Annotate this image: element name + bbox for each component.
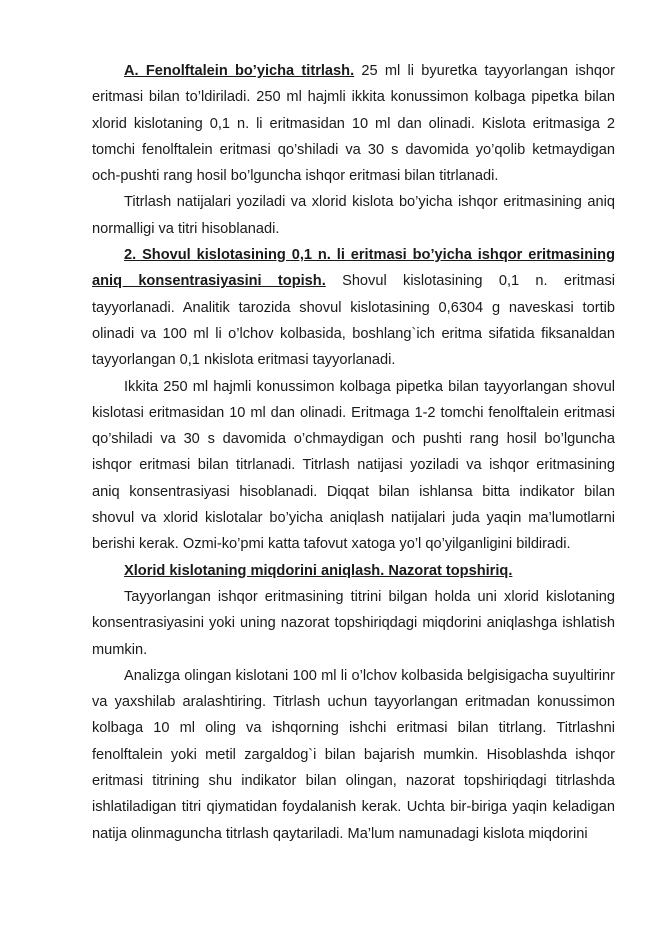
section-heading-2: 2. Shovul kislotasining 0,1 n. li eritmasi bo’yicha ishqor eritmasining aniq konsentrasiyasini topish. bbox=[92, 247, 615, 290]
paragraph-text: Shovul kislotasining 0,1 n. eritmasi tayyorlanadi. Analitik tarozida shovul kislotasining 0,6304 g naveskasi tortib olinadi va 100 ml li o’lchov kolbasida, boshlang`ich eritma sifatida fiksanaldan tayyorlangan 0,1 nkislota eritmasi tayyorlanadi. bbox=[92, 273, 616, 369]
paragraph-text: Analizga olingan kislotani 100 ml li o’lchov kolbasida belgisigacha suyultirinr va yaxshilab aralashtiring. Titrlash uchun tayyorlangan eritmadan konussimon kolbaga 10 ml oling va ishqorning ishchi eritmasi bilan titrlang. Titrlashni fenolftalein yoki metil zargaldog`i bilan bajarish mumkin. Hisoblashda ishqor eritmasi titrining shu indikator bilan olingan, nazorat topshiriqdagi titrlashda ishlatiladigan titri qiymatidan foydalanish kerak. Uchta bir-biriga yaqin keladigan natija olinmaguncha titrlash qaytariladi. Ma’lum namunadagi kislota miqdorini bbox=[92, 667, 615, 842]
paragraph-text: Titrlash natijalari yoziladi va xlorid kislota bo’yicha ishqor eritmasining aniq normalligi va titri hisoblanadi. bbox=[92, 194, 615, 237]
paragraph-text: Tayyorlangan ishqor eritmasining titrini bilgan holda uni xlorid kislotaning konsentrasiyasini yoki uning nazorat topshiriqdagi miqdorini aniqlashga ishlatish mumkin. bbox=[92, 588, 615, 658]
paragraph-analysis bbox=[92, 663, 615, 847]
section-heading-control: Xlorid kislotaning miqdorini aniqlash. Nazorat topshiriq. bbox=[124, 562, 513, 579]
paragraph-procedure bbox=[92, 374, 615, 558]
section-heading-a: A. Fenolftalein bo’yicha titrlash. bbox=[124, 63, 355, 79]
paragraph-fenolftalein bbox=[92, 58, 615, 189]
paragraph-shovul bbox=[92, 242, 615, 373]
paragraph-titre-usage bbox=[92, 584, 615, 663]
document-page bbox=[92, 58, 615, 847]
paragraph-text: 25 ml li byuretka tayyorlangan ishqor eritmasi bilan to’ldiriladi. 250 ml hajmli ikkita konussimon kolbaga pipetka bilan xlorid kislotaning 0,1 n. li eritmasidan 10 ml dan olinadi. Kislota eritmasiga 2 tomchi fenolftalein eritmasi qo’shiladi va 30 s davomida yo’qolib ketmaydigan och-pushti rang hosil bo’lguncha ishqor eritmasi bilan titrlanadi. bbox=[92, 63, 616, 185]
paragraph-text: Ikkita 250 ml hajmli konussimon kolbaga pipetka bilan tayyorlangan shovul kislotasi eritmasidan 10 ml dan olinadi. Eritmaga 1-2 tomchi fenolftalein eritmasi qo’shiladi va 30 s davomida o’chmaydigan och pushti rang hosil bo’lguncha ishqor eritmasi bilan titrlanadi. Titrlash natijasi yoziladi va ishqor eritmasining aniq konsentrasiyasi hisoblanadi. Diqqat bilan ishlansa bitta indikator bilan shovul va xlorid kislotalar bo’yicha aniqlash natijalari juda yaqin ma’lumotlarni berishi kerak. Ozmi-ko’pmi katta tafovut xatoga yo’l qo’yilganligini bildiradi. bbox=[92, 378, 615, 553]
paragraph-results bbox=[92, 189, 615, 242]
paragraph-control-heading bbox=[92, 558, 615, 584]
